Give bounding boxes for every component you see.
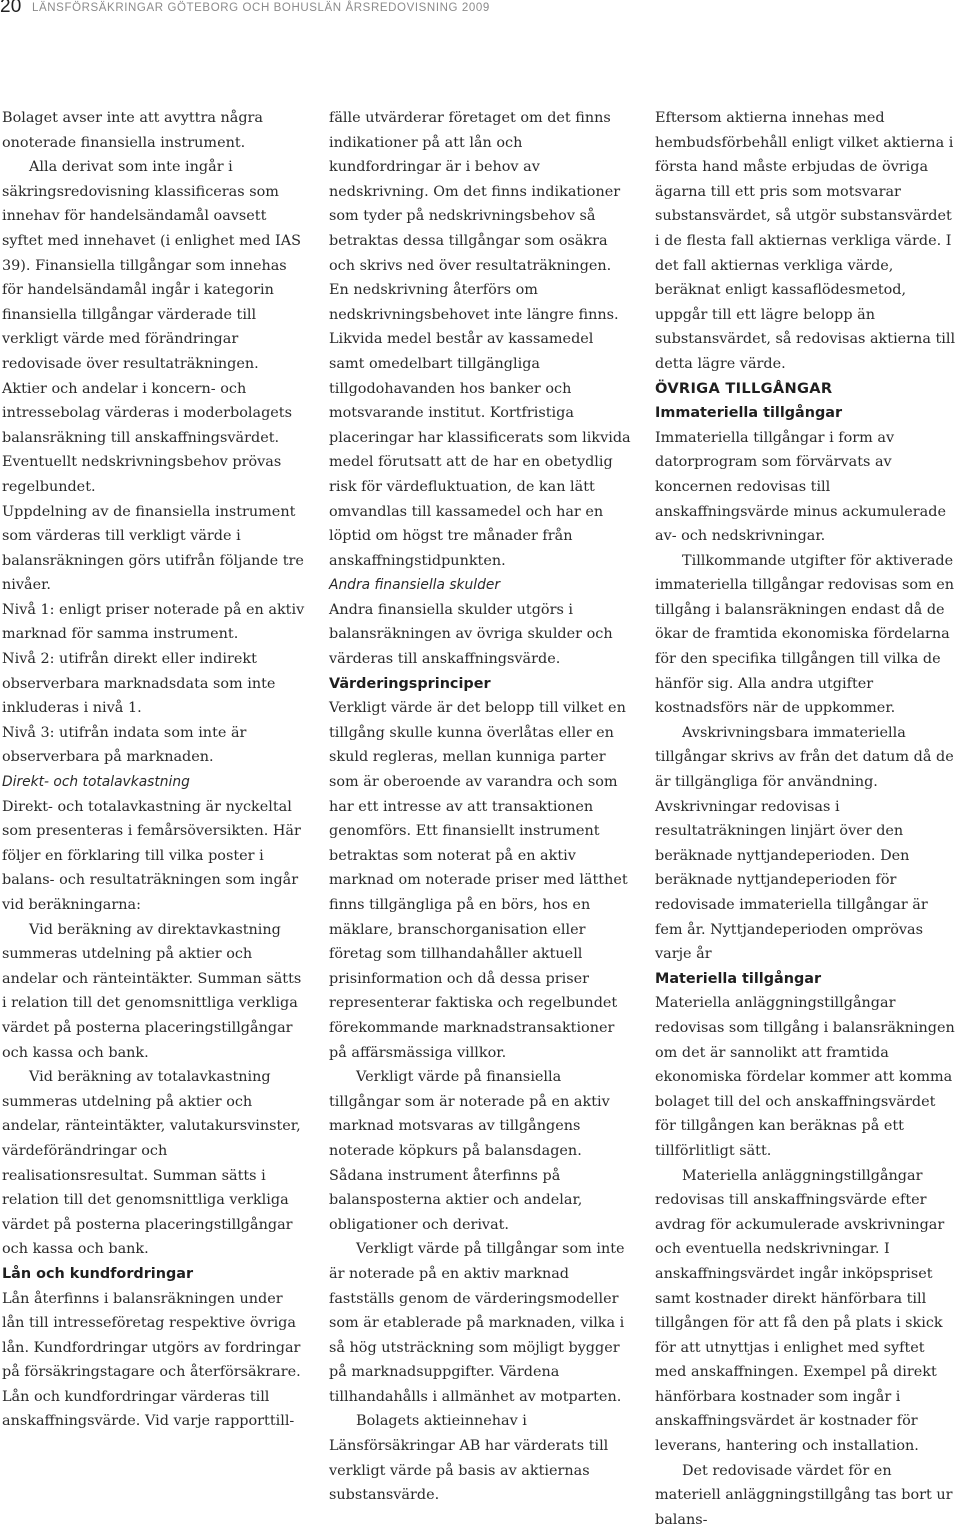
subheading-direkt-totalavkastning: Direkt- och totalavkastning xyxy=(2,774,190,791)
column-left xyxy=(2,106,305,1434)
paragraph: Verkligt värde är det belopp till vilket en tillgång skulle kunna överlåtas eller en skuld regleras, mellan kunniga parter som är oberoende av varandra och som har ett intresse av att transaktionen genomförs. Ett finansiellt instrument betraktas som noterat på en aktiv marknad om noterade priser med lätthet finns tillgängliga på en börs, hos en mäklare, branschorganisation eller företag som tillhandahåller aktuell prisinformation och då dessa priser representerar faktiska och regelbundet förekommande marknadstransaktioner på affärsmässiga villkor. xyxy=(329,700,628,1061)
paragraph: Nivå 3: utifrån indata som inte är observerbara på marknaden. xyxy=(2,724,247,766)
paragraph: Verkligt värde på finansiella tillgångar som är noterade på en aktiv marknad motsvaras av tillgångens noterade köpkurs på balansdagen. Sådana instrument återfinns på balansposterna aktier och andelar, obligationer och derivat. xyxy=(329,1069,610,1233)
paragraph: Lån återfinns i balansräkningen under lån till intresseföretag respektive övriga lån. Kundfordringar utgörs av fordringar på försäkringstagare och återförsäkrare. Lån och kundfordringar värderas till anskaffningsvärde. Vid varje rapporttill- xyxy=(2,1290,301,1430)
paragraph: fälle utvärderar företaget om det finns indikationer på att lån och kundfordringar är i behov av nedskrivning. Om det finns indikationer som tyder på nedskrivningsbehov så betraktas dessa tillgångar som osäkra och skrivs ned över resultaträkningen. En nedskrivning återförs om nedskrivningsbehovet inte längre finns. Likvida medel består av kassamedel samt omedelbart tillgängliga tillgodohavanden hos banker och motsvarande institut. Kortfristiga placeringar har klassificerats som likvida medel förutsatt att de har en obetydlig risk för värdefluktuation, de kan lätt omvandlas till kassamedel och har en löptid om högst tre månader från anskaffningstidpunkten. xyxy=(329,110,631,569)
heading-ovriga-tillgangar: ÖVRIGA TILLGÅNGAR xyxy=(655,379,833,397)
paragraph: Nivå 1: enligt priser noterade på en aktiv marknad för samma instrument. xyxy=(2,601,305,643)
paragraph: Materiella anläggningstillgångar redovisas som tillgång i balansräkningen om det är sannolikt att framtida ekonomiska fördelar kommer att komma bolaget till del och anskaffningsvärdet för tillgången kan beräknas på ett tillförlitligt sätt. xyxy=(655,995,955,1159)
running-title: LÄNSFÖRSÄKRINGAR GÖTEBORG OCH BOHUSLÄN ÅRSREDOVISNING 2009 xyxy=(32,2,490,14)
paragraph: Direkt- och totalavkastning är nyckeltal som presenteras i femårsöversikten. Här följer en förklaring till vilka poster i balans- och resultaträkningen som ingår vid beräkningarna: xyxy=(2,798,301,913)
paragraph: Vid beräkning av direktavkastning summeras utdelning på aktier och andelar och ränteintäkter. Summan sätts i relation till det genomsnittliga verkliga värdet på posterna placeringstillgångar och kassa och bank. xyxy=(2,921,302,1061)
paragraph: Avskrivningsbara immateriella tillgångar skrivs av från det datum då de är tillgängliga för användning. Avskrivningar redovisas i resultaträkningen linjärt över den beräknade nyttjandeperioden. Den beräknade nyttjandeperioden för redovisade immateriella tillgångar är fem år. Nyttjandeperioden omprövas varje år xyxy=(655,724,954,963)
heading-varderingsprinciper: Värderingsprinciper xyxy=(329,675,491,692)
paragraph: Vid beräkning av totalavkastning summeras utdelning på aktier och andelar, ränteintäkter, valutakursvinster, värdeförändringar och realisationsresultat. Summan sätts i relation till det genomsnittliga verkliga värdet på posterna placeringstillgångar och kassa och bank. xyxy=(2,1069,301,1258)
paragraph: Nivå 2: utifrån direkt eller indirekt observerbara marknadsdata som inte inkluderas i nivå 1. xyxy=(2,651,276,717)
paragraph: Materiella anläggningstillgångar redovisas till anskaffningsvärde efter avdrag för ackumulerade avskrivningar och eventuella nedskrivningar. I anskaffningsvärdet ingår inköpspriset samt kostnader direkt hänförbara till tillgången för att få den på plats i skick för att utnyttjas i enlighet med syftet med anskaffningen. Exempel på direkt hänförbara kostnader som ingår i anskaffningsvärdet är kostnader för leverans, hantering och installation. xyxy=(655,1167,945,1455)
heading-materiella-tillgangar: Materiella tillgångar xyxy=(655,970,822,987)
paragraph: Aktier och andelar i koncern- och intressebolag värderas i moderbolagets balansräkning till anskaffningsvärdet. Eventuellt nedskrivningsbehov prövas regelbundet. xyxy=(2,380,292,495)
paragraph: Det redovisade värdet för en materiell anläggningstillgång tas bort ur balans- xyxy=(655,1462,953,1528)
paragraph: Verkligt värde på tillgångar som inte är noterade på en aktiv marknad fastställs genom de värderingsmodeller som är etablerade på marknaden, vilka i så hög utsträckning som möjligt bygger på marknadsuppgifter. Värdena tillhandahålls i allmänhet av motparten. xyxy=(329,1241,625,1405)
column-right xyxy=(655,106,958,1532)
paragraph: Bolagets aktieinnehav i Länsförsäkringar AB har värderats till verkligt värde på basis av aktiernas substansvärde. xyxy=(329,1413,609,1504)
page-number: 20 xyxy=(0,0,22,17)
subheading-andra-finansiella-skulder: Andra finansiella skulder xyxy=(329,577,500,594)
paragraph: Bolaget avser inte att avyttra några onoterade finansiella instrument. xyxy=(2,110,263,151)
paragraph: Tillkommande utgifter för aktiverade immateriella tillgångar redovisas som en tillgång i balansräkningen endast då de ökar de framtida ekonomiska fördelarna för den specifika tillgången till vilka de hänför sig. Alla andra utgifter kostnadsförs när de uppkommer. xyxy=(655,552,955,717)
paragraph: Eftersom aktierna innehas med hembudsförbehåll enligt vilket aktierna i första hand måste erbjudas de övriga ägarna till ett pris som motsvarar substansvärdet, så utgör substansvärdet i de flesta fall aktiernas verkliga värde. I det fall aktiernas verkliga värde, beräknat enligt kassaflödesmetod, uppgår till ett lägre belopp än substansvärdet, så redovisas aktierna till detta lägre värde. xyxy=(655,110,956,372)
paragraph: Immateriella tillgångar i form av datorprogram som förvärvats av koncernen redovisas till anskaffningsvärde minus ackumulerade av- och nedskrivningar. xyxy=(655,429,946,545)
heading-lan-kundfordringar: Lån och kundfordringar xyxy=(2,1265,194,1282)
heading-immateriella-tillgangar: Immateriella tillgångar xyxy=(655,405,843,422)
paragraph: Uppdelning av de finansiella instrument som värderas till verkligt värde i balansräkningen görs utifrån följande tre nivåer. xyxy=(2,503,304,594)
paragraph: Alla derivat som inte ingår i säkringsredovisning klassificeras som innehav för handelsändamål oavsett syftet med innehavet (i enlighet med IAS 39). Finansiella tillgångar som innehas för handelsändamål ingår i kategorin finansiella tillgångar värderade till verkligt värde med förändringar redovisade över resultaträkningen. xyxy=(2,159,301,372)
column-middle xyxy=(329,106,632,1508)
paragraph: Andra finansiella skulder utgörs i balansräkningen av övriga skulder och värderas till anskaffningsvärde. xyxy=(329,601,613,668)
page-header xyxy=(0,0,960,20)
